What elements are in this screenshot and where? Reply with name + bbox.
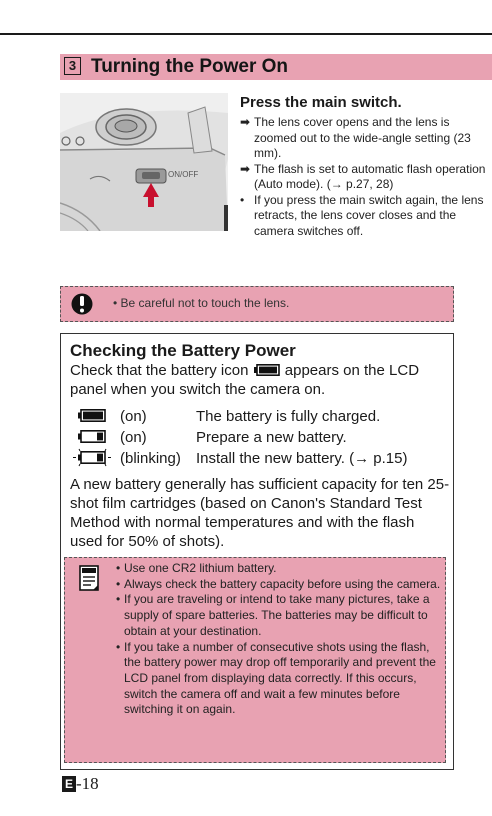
page-number: [62, 775, 99, 793]
step-bullet-text: The lens cover opens and the lens is zoomed out to the wide-angle setting (23 mm).: [254, 115, 471, 160]
top-rule: [0, 33, 492, 35]
note-item: • Use one CR2 lithium battery.: [116, 561, 277, 575]
battery-full-icon: [254, 364, 280, 376]
battery-state: (on): [120, 429, 147, 446]
step-bullet: [240, 115, 490, 162]
arrow-icon: ➡: [240, 115, 251, 129]
battery-intro: [70, 361, 450, 399]
battery-description: The battery is fully charged.: [196, 408, 381, 425]
battery-full-icon: [78, 409, 106, 422]
step-heading: Press the main switch.: [240, 94, 402, 111]
battery-low-icon: [78, 430, 106, 443]
battery-intro-start: Check that the battery icon: [70, 362, 249, 379]
battery-blinking-icon: [72, 448, 112, 467]
arrow-icon: ➡: [240, 161, 251, 176]
memo-icon: [79, 565, 99, 591]
note-text: Use one CR2 lithium battery.: [124, 561, 277, 575]
caution-box: [60, 286, 454, 322]
section-title: Turning the Power On: [91, 56, 289, 77]
caution-text: • Be careful not to touch the lens.: [113, 296, 290, 310]
step-bullet-text: If you press the main switch again, the lens retracts, the lens cover closes and the camera switches off.: [254, 192, 484, 238]
note-box: [64, 557, 446, 763]
bullet-dot: •: [240, 192, 245, 207]
step-instructions: [240, 93, 490, 239]
battery-description: Install the new battery. (→ p.15): [196, 450, 408, 467]
onoff-label: ON/OFF: [168, 170, 199, 179]
battery-description: Prepare a new battery.: [196, 429, 347, 446]
step-bullet: [240, 193, 490, 240]
battery-capacity-text: A new battery generally has sufficient capacity for ten 25-shot film cartridges (based on Canon's Standard Test Method with normal temperatures and with the flash used for 50% of shots).: [70, 476, 450, 550]
camera-power-switch-photo: [60, 93, 228, 231]
note-text: If you are traveling or intend to take many pictures, take a supply of spare batteries. The batteries may be difficult to obtain at your destination.: [124, 592, 430, 638]
step-bullet-text: The flash is set to automatic flash operation (Auto mode). (→ p.27, 28): [254, 161, 486, 191]
section-number: 3: [64, 57, 81, 75]
step-bullet: [240, 162, 490, 193]
battery-intro-end: appears on the LCD panel when you switch the camera on.: [70, 362, 420, 398]
note-text: If you take a number of consecutive shots using the flash, the battery power may drop off temporarily and prevent the LCD panel from displaying data correctly. If this occurs, switch the camera off and wait a few minutes before switching it on again.: [124, 639, 436, 717]
note-item: • Always check the battery capacity before using the camera.: [116, 576, 441, 591]
language-tab-icon: E: [62, 776, 76, 792]
battery-state: (on): [120, 408, 147, 425]
caution-icon: [71, 292, 93, 316]
note-item: • If you take a number of consecutive shots using the flash, the battery power may drop off temporarily and prevent the LCD panel from displaying data correctly. If this occurs, switch the camera off and wait a few minutes before switching it on again.: [116, 639, 436, 717]
battery-heading: Checking the Battery Power: [70, 341, 296, 360]
page-number-value: -18: [76, 774, 99, 793]
note-list: [116, 561, 444, 718]
note-text: Always check the battery capacity before using the camera.: [124, 576, 441, 591]
note-item: • If you are traveling or intend to take many pictures, take a supply of spare batteries. The batteries may be difficult to obtain at your destination.: [116, 592, 430, 638]
battery-state: (blinking): [120, 450, 181, 467]
